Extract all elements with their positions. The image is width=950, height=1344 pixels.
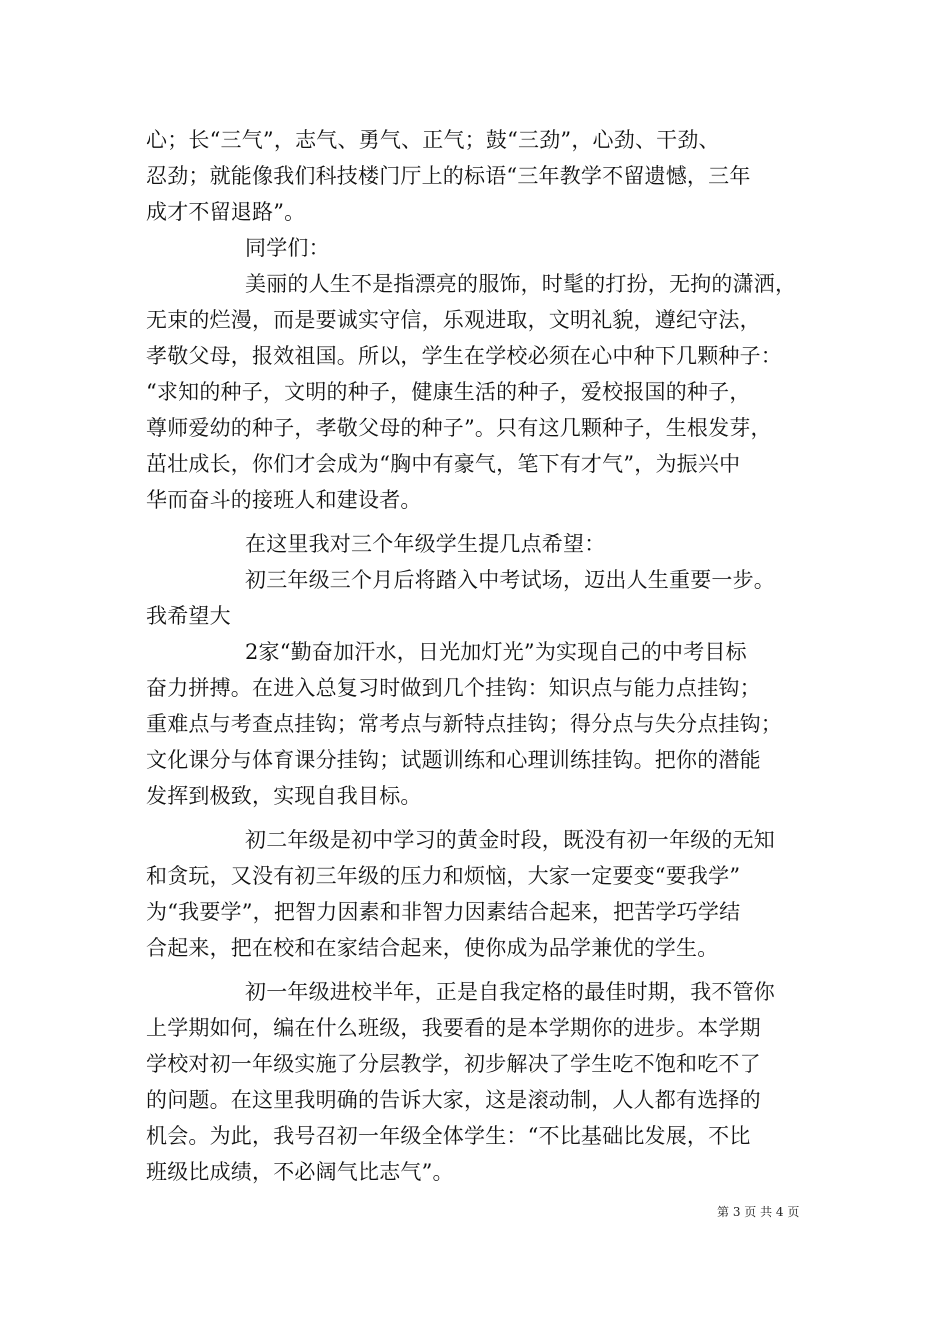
text-line: 尊师爱幼的种子，孝敬父母的种子”。只有这几颗种子，生根发芽， (146, 416, 772, 440)
text-line: 合起来，把在校和在家结合起来，使你成为品学兼优的学生。 (146, 936, 719, 960)
text-line: 美丽的人生不是指漂亮的服饰，时髦的打扮，无拘的潇洒， (245, 272, 797, 296)
text-line: 发挥到极致，实现自我目标。 (146, 784, 422, 808)
text-line: 在这里我对三个年级学生提几点希望： (245, 532, 606, 556)
text-line: 华而奋斗的接班人和建设者。 (146, 488, 422, 512)
text-line: 重难点与考查点挂钩；常考点与新特点挂钩；得分点与失分点挂钩； (146, 712, 782, 736)
text-line: 初一年级进校半年，正是自我定格的最佳时期，我不管你 (245, 980, 775, 1004)
text-line: 学校对初一年级实施了分层教学，初步解决了学生吃不饱和吃不了 (146, 1052, 761, 1076)
text-line: 的问题。在这里我明确的告诉大家，这是滚动制，人人都有选择的 (146, 1088, 761, 1112)
text-line: 机会。为此，我号召初一年级全体学生：“不比基础比发展，不比 (146, 1124, 751, 1148)
text-line: “求知的种子，文明的种子，健康生活的种子，爱校报国的种子， (146, 380, 751, 404)
text-line: 为“我要学”，把智力因素和非智力因素结合起来，把苦学巧学结 (146, 900, 741, 924)
text-line: 我希望大 (146, 604, 231, 628)
text-line: 忍劲；就能像我们科技楼门厅上的标语“三年教学不留遗憾，三年 (146, 164, 751, 188)
text-line: 奋力拼搏。在进入总复习时做到几个挂钩：知识点与能力点挂钩； (146, 676, 761, 700)
text-line: 2家“勤奋加汗水，日光加灯光”为实现自己的中考目标 (245, 640, 747, 664)
text-line: 班级比成绩，不必阔气比志气”。 (146, 1160, 454, 1184)
text-line: 成才不留退路”。 (146, 200, 306, 224)
text-line: 和贪玩，又没有初三年级的压力和烦恼，大家一定要变“要我学” (146, 864, 741, 888)
text-line: 上学期如何，编在什么班级，我要看的是本学期你的进步。本学期 (146, 1016, 761, 1040)
text-line: 无束的烂漫，而是要诚实守信，乐观进取，文明礼貌，遵纪守法， (146, 308, 761, 332)
text-line: 孝敬父母，报效祖国。所以，学生在学校必须在心中种下几颗种子： (146, 344, 782, 368)
text-line: 初二年级是初中学习的黄金时段，既没有初一年级的无知 (245, 828, 775, 852)
text-line: 初三年级三个月后将踏入中考试场，迈出人生重要一步。 (245, 568, 775, 592)
text-line: 茁壮成长，你们才会成为“胸中有豪气，笔下有才气”，为振兴中 (146, 452, 741, 476)
page-number: 第 3 页 共 4 页 (717, 1205, 800, 1219)
text-line: 心；长“三气”，志气、勇气、正气；鼓“三劲”，心劲、干劲、 (146, 128, 720, 152)
text-line: 文化课分与体育课分挂钩；试题训练和心理训练挂钩。把你的潜能 (146, 748, 761, 772)
salutation: 同学们： (245, 236, 330, 260)
